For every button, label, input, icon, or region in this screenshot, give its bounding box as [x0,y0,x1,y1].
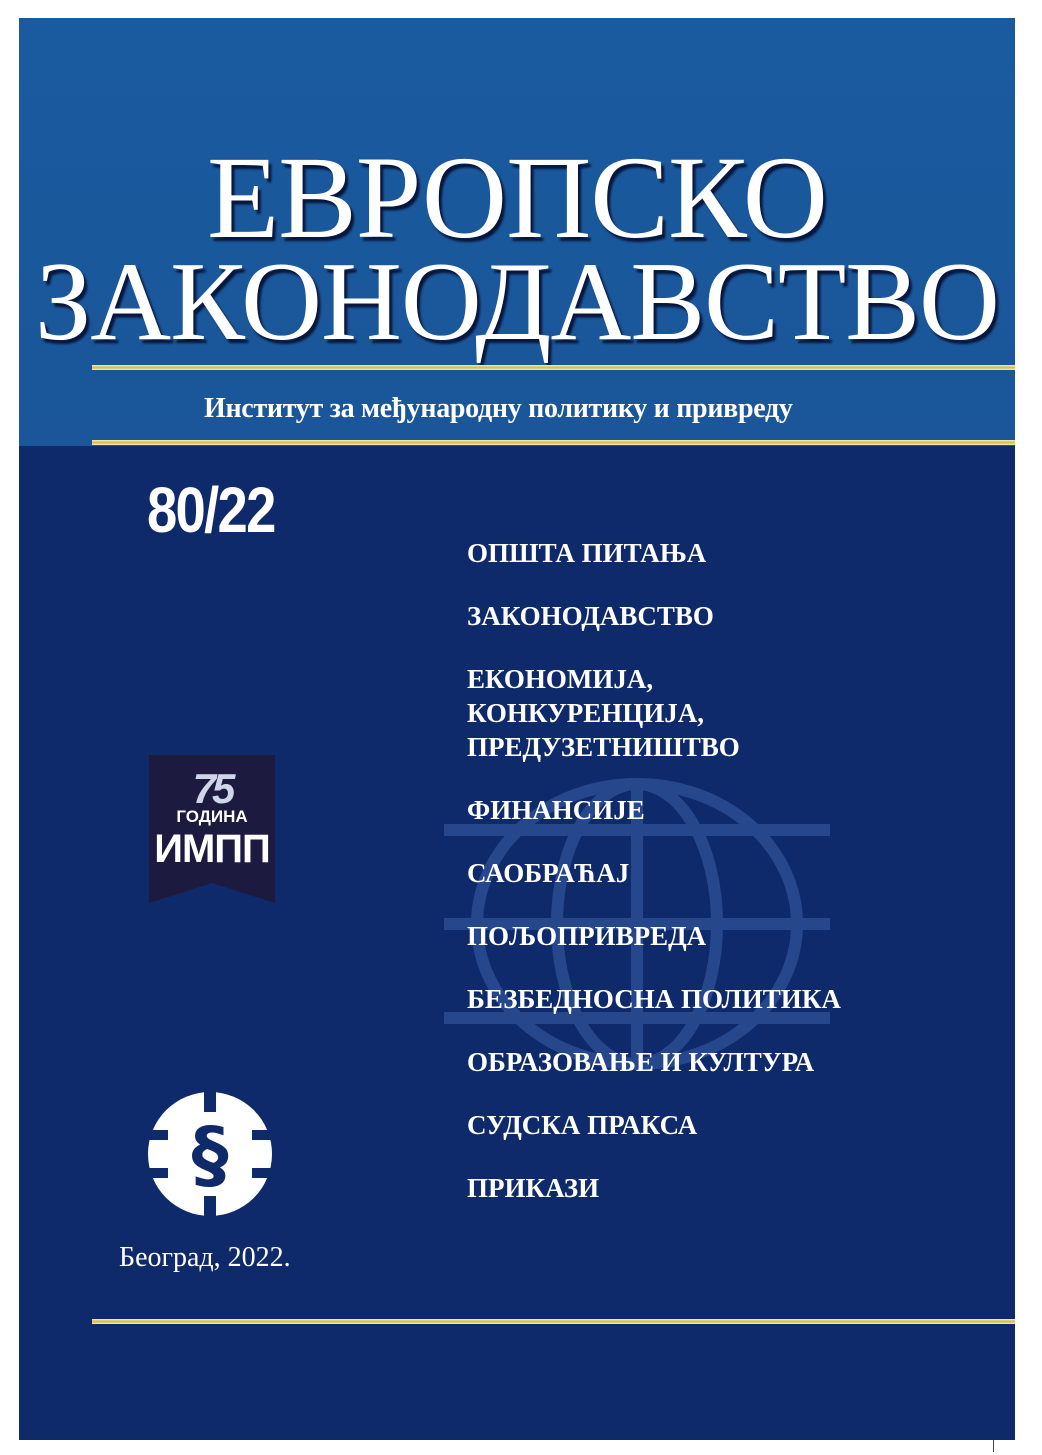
svg-text:§: § [191,1112,229,1198]
contents-item: БЕЗБЕДНОСНА ПОЛИТИКА [467,984,841,1014]
contents-item: ПОЉОПРИВРЕДА [467,921,707,951]
contents-item: ФИНАНСИЈЕ [467,795,645,825]
gold-rule-middle [92,440,1015,445]
contents-item: ЗАКОНОДАВСТВО [467,601,714,631]
publisher-logo [146,1092,274,1216]
anniversary-badge [149,755,275,903]
journal-cover [19,18,1015,1440]
page-edge-mark [993,1440,994,1452]
title-line-1: ЕВРОПСКО [207,132,827,263]
title-line-2: ЗАКОНОДАВСТВО [35,240,999,364]
contents-item: ОПШТА ПИТАЊА [467,538,707,568]
contents-item: САОБРАЋАЈ [467,858,630,888]
contents-item: ПРИКАЗИ [467,1173,600,1203]
anniversary-abbr: ИМПП [154,827,270,871]
contents-list [467,536,987,1234]
place-and-year: Београд, 2022. [119,1242,291,1273]
issue-number: 80/22 [147,474,275,546]
gold-rule-top [92,365,1015,370]
contents-item: СУДСКА ПРАКСА [467,1110,698,1140]
contents-item: ЕКОНОМИЈА, КОНКУРЕНЦИЈА, ПРЕДУЗЕТНИШТВО [467,664,740,762]
institute-name: Институт за међународну политику и привреду [204,393,793,424]
anniversary-number: 75 [192,765,232,812]
anniversary-years: ГОДИНА [176,807,248,826]
section-sign-icon [146,1092,274,1216]
gold-rule-bottom [92,1319,1015,1324]
contents-item: ОБРАЗОВАЊЕ И КУЛТУРА [467,1047,815,1077]
